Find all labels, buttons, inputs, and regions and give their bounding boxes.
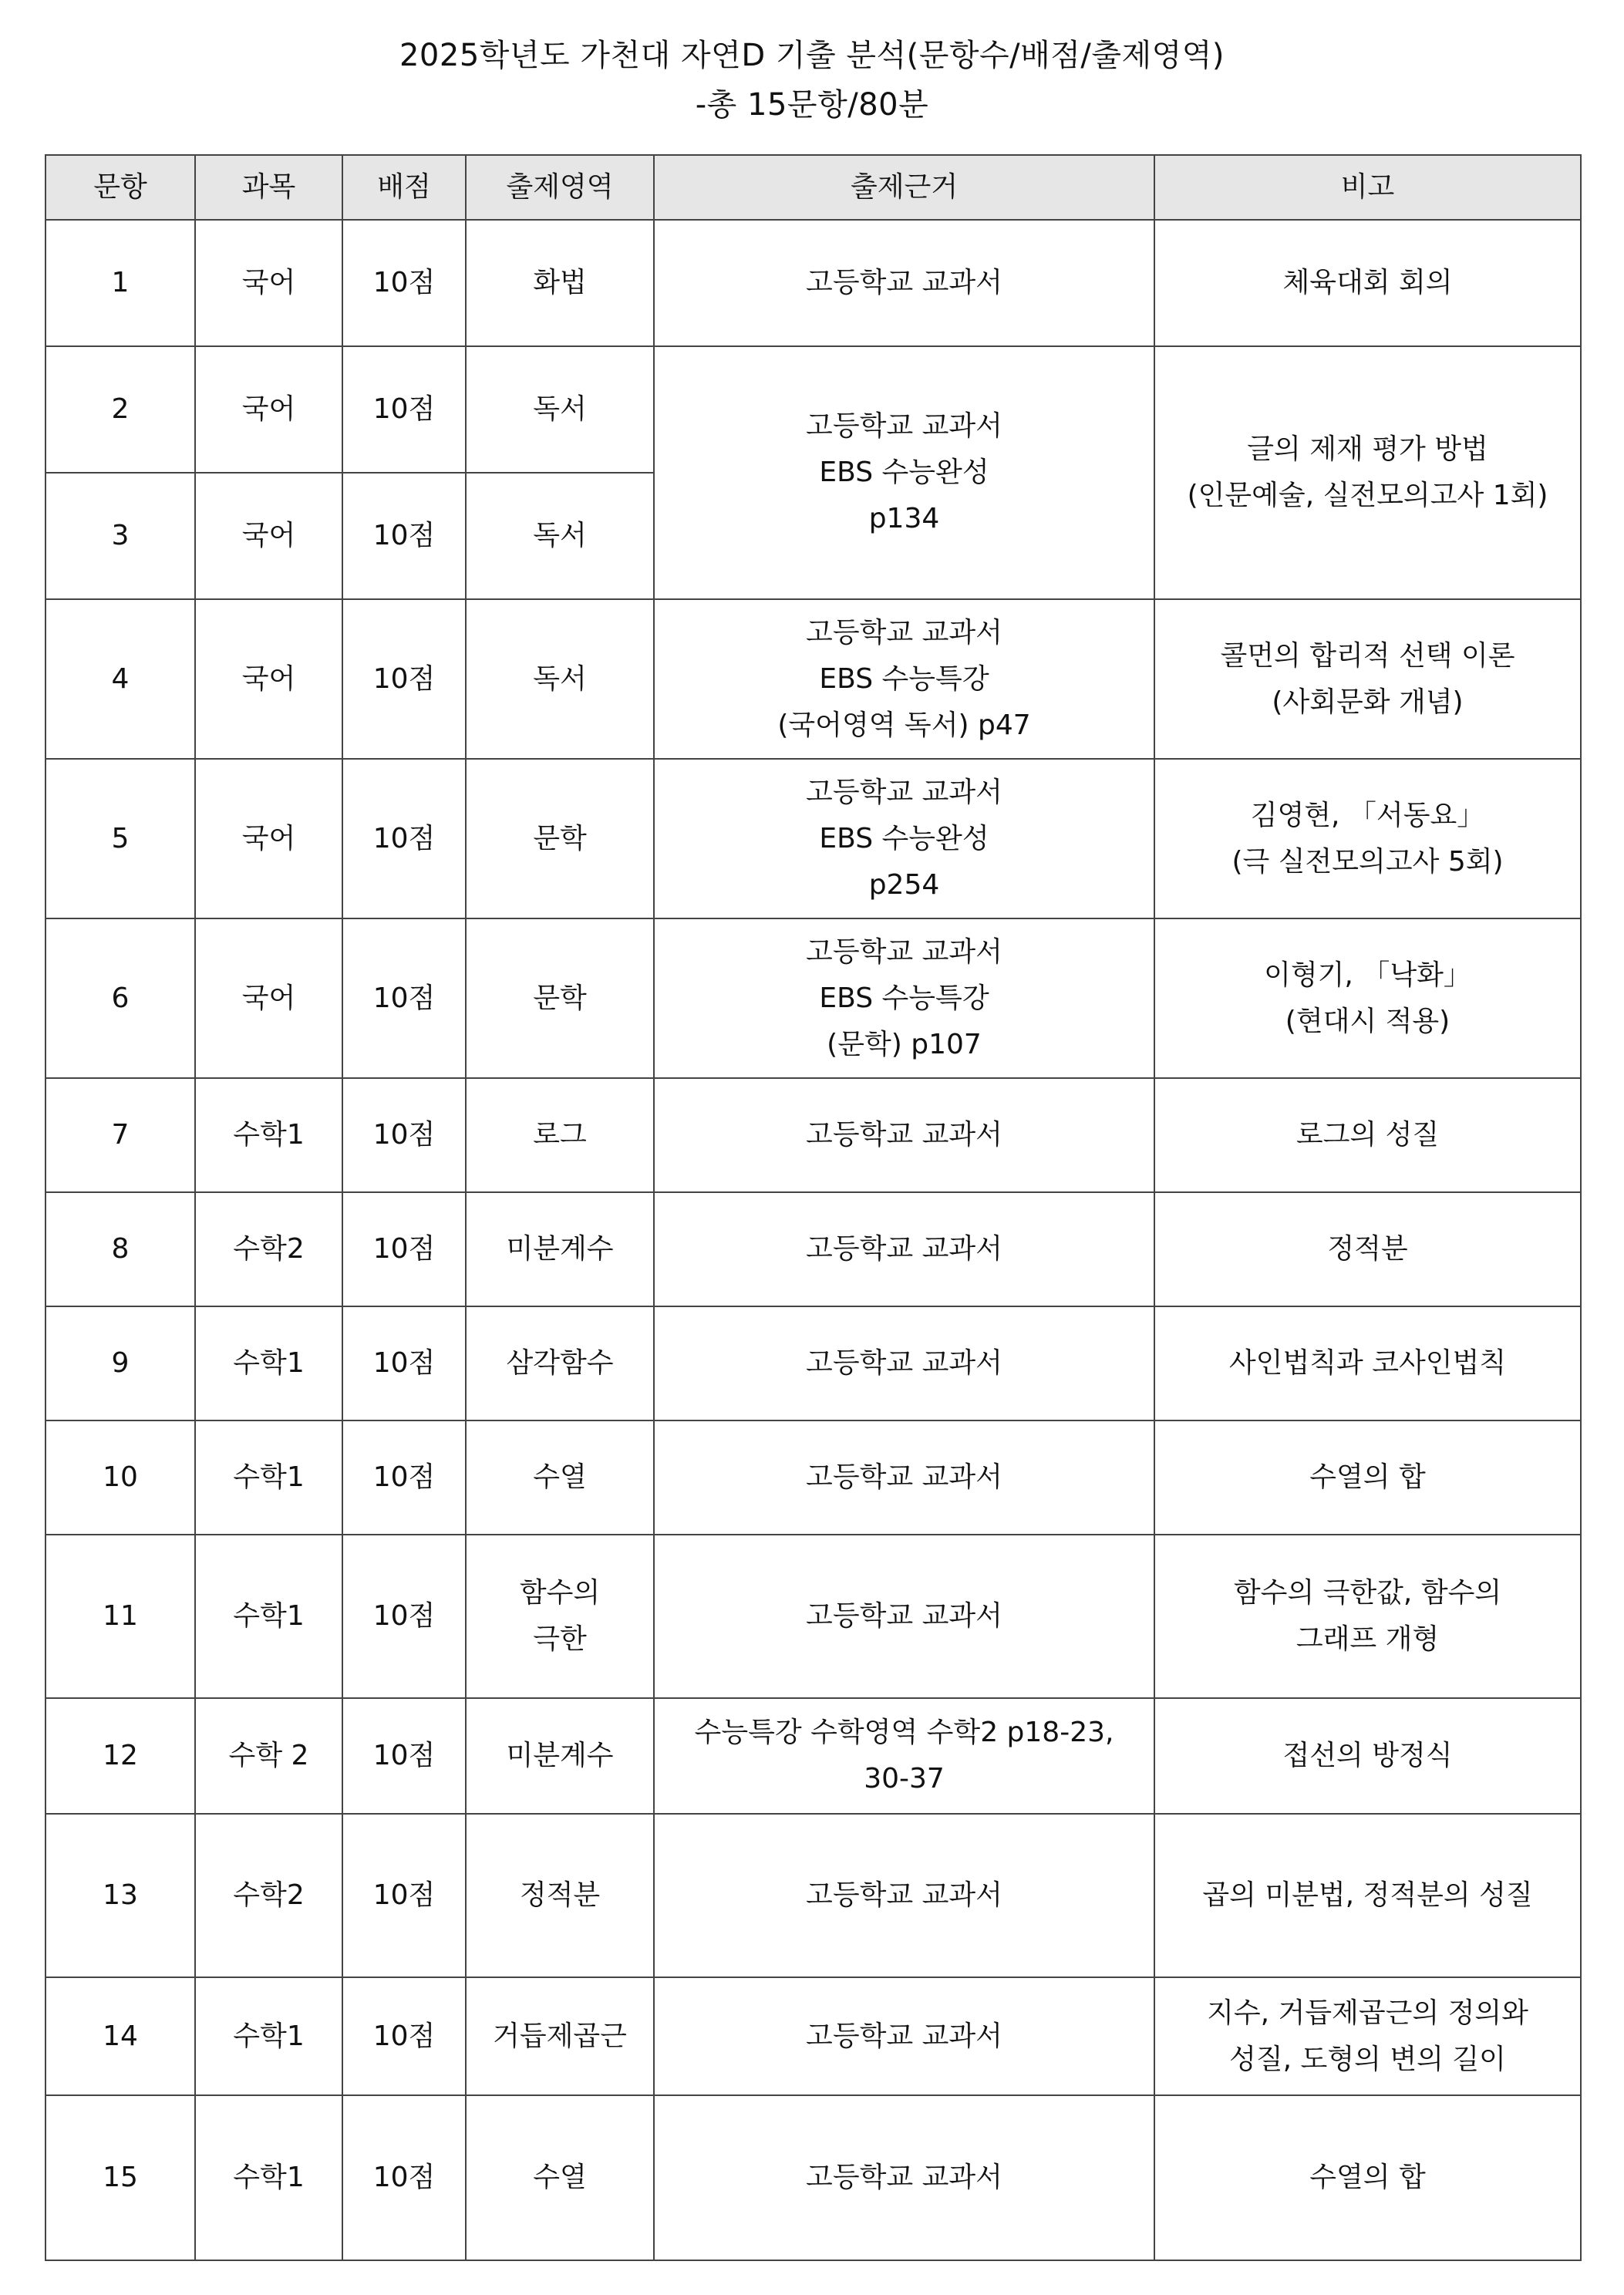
note-line: (사회문화 개념) (1272, 686, 1464, 718)
basis-cell (654, 1814, 1154, 1977)
basis-line: EBS 수능완성 (819, 457, 989, 488)
area-cell (466, 1420, 654, 1535)
subject-cell: 수학1 (195, 1535, 342, 1698)
subject-cell: 국어 (195, 220, 342, 346)
points-cell: 10점 (342, 759, 466, 918)
basis-cell (654, 1698, 1154, 1814)
note-cell (1154, 599, 1581, 759)
subject-cell: 수학1 (195, 1306, 342, 1420)
subject-cell: 국어 (195, 473, 342, 599)
num-cell: 5 (45, 759, 195, 918)
note-line: 글의 제재 평가 방법 (1247, 433, 1488, 465)
basis-line: 고등학교 교과서 (806, 1233, 1002, 1265)
basis-line: 고등학교 교과서 (806, 1600, 1002, 1632)
note-line: (극 실전모의고사 5회) (1231, 845, 1504, 878)
num-cell: 2 (45, 346, 195, 473)
header-cell: 배점 (342, 155, 466, 220)
basis-line: 고등학교 교과서 (806, 935, 1002, 968)
note-cell (1154, 918, 1581, 1078)
area-line: 문학 (533, 982, 587, 1014)
note-cell (1154, 1192, 1581, 1306)
basis-line: 고등학교 교과서 (806, 1347, 1002, 1379)
table-row (45, 918, 1581, 1078)
basis-cell (654, 1078, 1154, 1192)
num-cell: 12 (45, 1698, 195, 1814)
area-line: 삼각함수 (506, 1347, 614, 1379)
basis-line: EBS 수능완성 (819, 822, 989, 854)
num-cell: 11 (45, 1535, 195, 1698)
points-cell: 10점 (342, 2095, 466, 2260)
table-row (45, 1192, 1581, 1306)
area-line: 로그 (533, 1119, 587, 1151)
note-line: 콜먼의 합리적 선택 이론 (1220, 639, 1515, 672)
subject-cell: 수학1 (195, 1977, 342, 2095)
note-cell (1154, 1814, 1581, 1977)
area-line: 문학 (533, 822, 587, 854)
num-cell: 14 (45, 1977, 195, 2095)
area-line: 독서 (533, 393, 587, 425)
header-row (45, 155, 1581, 220)
area-line: 정적분 (519, 1879, 601, 1911)
area-line: 화법 (533, 267, 587, 298)
basis-line: p134 (868, 503, 940, 534)
table-row (45, 599, 1581, 759)
table-row (45, 1814, 1581, 1977)
area-line: 미분계수 (506, 1233, 614, 1265)
note-cell (1154, 1420, 1581, 1535)
basis-line: 고등학교 교과서 (806, 776, 1002, 808)
table-row (45, 1977, 1581, 2095)
note-line: 그래프 개형 (1295, 1623, 1440, 1655)
table-row (45, 1698, 1581, 1814)
subject-cell: 국어 (195, 599, 342, 759)
num-cell: 6 (45, 918, 195, 1078)
basis-cell (654, 2095, 1154, 2260)
points-cell: 10점 (342, 918, 466, 1078)
area-cell (466, 1535, 654, 1698)
basis-line: (국어영역 독서) p47 (777, 709, 1031, 741)
header-cell: 과목 (195, 155, 342, 220)
basis-line: EBS 수능특강 (819, 982, 989, 1014)
table-row (45, 1535, 1581, 1698)
basis-line: 고등학교 교과서 (806, 1879, 1002, 1911)
area-line: 극한 (533, 1623, 587, 1655)
table-row (45, 1078, 1581, 1192)
basis-line: 고등학교 교과서 (806, 1119, 1002, 1151)
points-cell: 10점 (342, 1535, 466, 1698)
basis-cell (654, 759, 1154, 918)
note-cell (1154, 1535, 1581, 1698)
points-cell: 10점 (342, 1420, 466, 1535)
table-row (45, 2095, 1581, 2260)
basis-line: p254 (868, 868, 940, 901)
basis-cell (654, 220, 1154, 346)
header-cell: 출제영역 (466, 155, 654, 220)
note-line: 김영현, 「서동요」 (1250, 799, 1485, 831)
note-cell (1154, 1078, 1581, 1192)
subject-cell: 수학 2 (195, 1698, 342, 1814)
basis-line: EBS 수능특강 (819, 662, 989, 695)
area-cell (466, 599, 654, 759)
table-row (45, 1420, 1581, 1535)
basis-line: 고등학교 교과서 (806, 267, 1002, 298)
note-line: (인문예술, 실전모의고사 1회) (1187, 480, 1548, 511)
basis-cell (654, 599, 1154, 759)
area-line: 미분계수 (506, 1740, 614, 1771)
exam-analysis-table (45, 154, 1582, 2261)
area-cell (466, 1192, 654, 1306)
points-cell: 10점 (342, 346, 466, 473)
note-cell (1154, 759, 1581, 918)
num-cell: 15 (45, 2095, 195, 2260)
area-cell (466, 918, 654, 1078)
area-cell (466, 346, 654, 473)
area-line: 수열 (533, 2162, 587, 2193)
note-cell (1154, 220, 1581, 346)
basis-line: 수능특강 수학영역 수학2 p18-23, (694, 1717, 1114, 1748)
num-cell: 9 (45, 1306, 195, 1420)
area-line: 수열 (533, 1461, 587, 1493)
area-line: 함수의 (519, 1577, 601, 1609)
subject-cell: 수학1 (195, 1078, 342, 1192)
points-cell: 10점 (342, 1078, 466, 1192)
basis-cell (654, 1306, 1154, 1420)
note-cell (1154, 2095, 1581, 2260)
subject-cell: 국어 (195, 346, 342, 473)
basis-line: 고등학교 교과서 (806, 1461, 1002, 1493)
note-cell (1154, 1306, 1581, 1420)
area-line: 독서 (533, 520, 587, 551)
num-cell: 1 (45, 220, 195, 346)
points-cell: 10점 (342, 473, 466, 599)
area-line: 거듭제곱근 (493, 2020, 627, 2052)
basis-cell (654, 1192, 1154, 1306)
note-line: 성질, 도형의 변의 길이 (1229, 2043, 1506, 2075)
num-cell: 3 (45, 473, 195, 599)
area-cell (466, 1306, 654, 1420)
note-line: 함수의 극한값, 함수의 (1233, 1577, 1502, 1609)
note-line: 수열의 합 (1309, 2162, 1426, 2193)
header-cell: 문항 (45, 155, 195, 220)
basis-cell (654, 918, 1154, 1078)
basis-line: 30-37 (864, 1763, 945, 1795)
area-cell (466, 1698, 654, 1814)
note-line: 곱의 미분법, 정적분의 성질 (1202, 1879, 1533, 1911)
basis-cell (654, 1535, 1154, 1698)
table-row (45, 1306, 1581, 1420)
subject-cell: 수학1 (195, 1420, 342, 1535)
note-cell (1154, 346, 1581, 599)
subject-cell: 수학2 (195, 1192, 342, 1306)
points-cell: 10점 (342, 599, 466, 759)
area-cell (466, 473, 654, 599)
num-cell: 10 (45, 1420, 195, 1535)
note-cell (1154, 1698, 1581, 1814)
note-cell (1154, 1977, 1581, 2095)
area-line: 독서 (533, 662, 587, 695)
table-row (45, 759, 1581, 918)
points-cell: 10점 (342, 1814, 466, 1977)
num-cell: 4 (45, 599, 195, 759)
title-main: 2025학년도 가천대 자연D 기출 분석(문항수/배점/출제영역) (399, 38, 1225, 73)
subject-cell: 국어 (195, 918, 342, 1078)
header-cell: 출제근거 (654, 155, 1154, 220)
area-cell (466, 1814, 654, 1977)
header-cell: 비고 (1154, 155, 1581, 220)
note-line: 로그의 성질 (1295, 1119, 1440, 1151)
table-row (45, 220, 1581, 346)
num-cell: 8 (45, 1192, 195, 1306)
basis-line: 고등학교 교과서 (806, 410, 1002, 442)
table-row (45, 346, 1581, 473)
basis-line: 고등학교 교과서 (806, 2162, 1002, 2193)
subject-cell: 수학1 (195, 2095, 342, 2260)
subject-cell: 수학2 (195, 1814, 342, 1977)
area-cell (466, 220, 654, 346)
note-line: 수열의 합 (1309, 1461, 1426, 1493)
document-title (0, 31, 1624, 130)
points-cell: 10점 (342, 1306, 466, 1420)
area-cell (466, 759, 654, 918)
note-line: 사인법칙과 코사인법칙 (1228, 1347, 1507, 1379)
note-line: (현대시 적용) (1285, 1005, 1450, 1037)
note-line: 접선의 방정식 (1282, 1740, 1453, 1771)
area-cell (466, 1977, 654, 2095)
basis-cell (654, 346, 1154, 599)
title-sub: -총 15문항/80분 (695, 87, 929, 123)
area-cell (466, 2095, 654, 2260)
basis-cell (654, 1420, 1154, 1535)
basis-line: 고등학교 교과서 (806, 616, 1002, 649)
basis-line: (문학) p107 (827, 1028, 982, 1060)
area-cell (466, 1078, 654, 1192)
num-cell: 7 (45, 1078, 195, 1192)
points-cell: 10점 (342, 1977, 466, 2095)
note-line: 체육대회 회의 (1282, 267, 1453, 298)
points-cell: 10점 (342, 220, 466, 346)
note-line: 지수, 거듭제곱근의 정의와 (1207, 1997, 1528, 2029)
subject-cell: 국어 (195, 759, 342, 918)
note-line: 정적분 (1327, 1233, 1408, 1265)
basis-line: 고등학교 교과서 (806, 2020, 1002, 2052)
points-cell: 10점 (342, 1192, 466, 1306)
num-cell: 13 (45, 1814, 195, 1977)
points-cell: 10점 (342, 1698, 466, 1814)
note-line: 이형기, 「낙화」 (1264, 959, 1471, 991)
basis-cell (654, 1977, 1154, 2095)
